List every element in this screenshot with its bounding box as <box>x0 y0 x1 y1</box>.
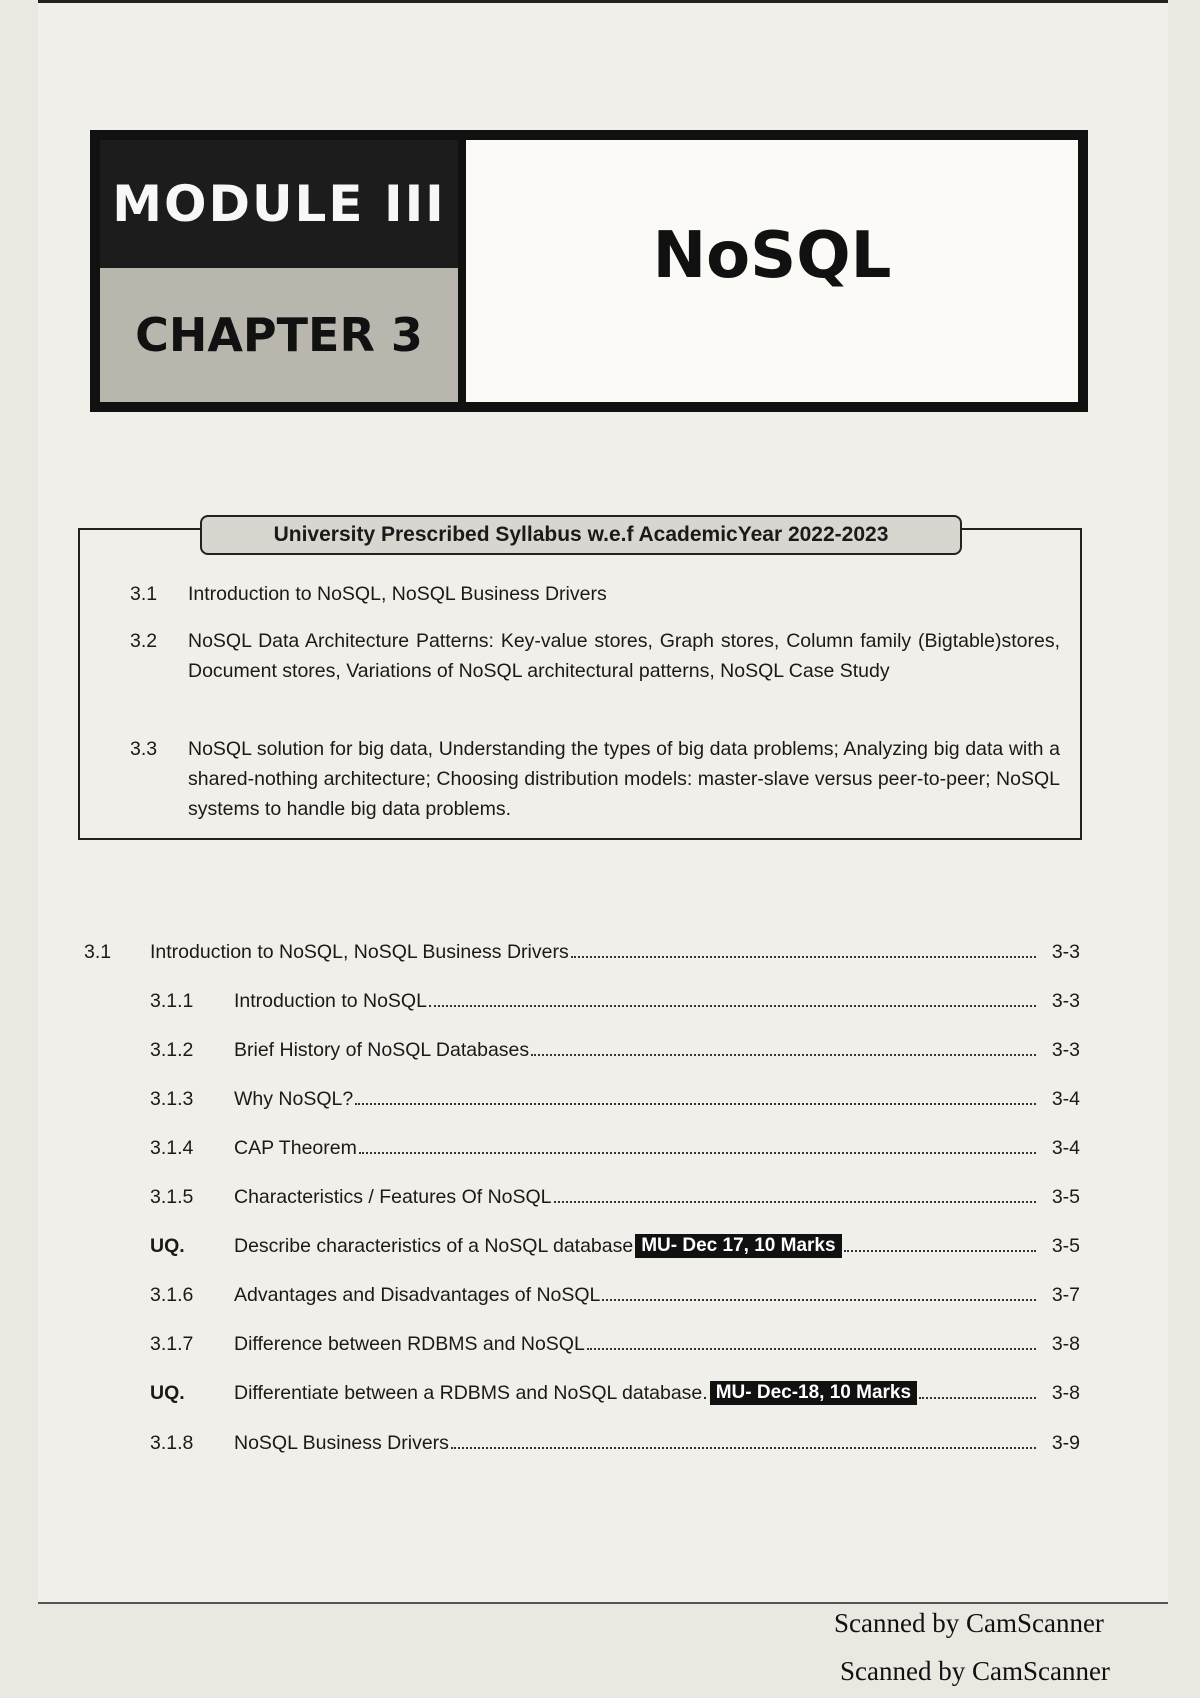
syllabus-item-text: NoSQL solution for big data, Understanding the types of big data problems; Analyzing big data with a shared-nothing architecture; Choosing distribution models: master-slave versus peer-to-peer; NoSQL systems to handle big data problems. <box>188 738 1060 820</box>
module-label: MODULE III <box>100 140 458 268</box>
toc-row[interactable] <box>84 1231 1080 1261</box>
toc-title: Why NoSQL? <box>234 1087 354 1110</box>
syllabus-heading: University Prescribed Syllabus w.e.f AcademicYear 2022-2023 <box>200 515 962 555</box>
toc-row[interactable] <box>84 937 1080 967</box>
toc-row[interactable] <box>84 1378 1080 1408</box>
chapter-banner <box>90 130 1088 412</box>
syllabus-item-number: 3.3 <box>130 738 158 760</box>
toc-row[interactable] <box>84 986 1080 1016</box>
toc-title: Introduction to NoSQL <box>234 989 427 1012</box>
toc-title: Introduction to NoSQL, NoSQL Business Drivers <box>150 940 569 963</box>
toc-leader <box>531 1054 1036 1056</box>
toc-row[interactable] <box>84 1280 1080 1310</box>
toc-leader <box>919 1397 1036 1399</box>
chapter-title: NoSQL <box>652 219 892 293</box>
toc-page-number: 3-3 <box>1051 989 1080 1012</box>
toc-page-number: 3-5 <box>1051 1185 1080 1208</box>
toc-page-number: 3-7 <box>1051 1283 1080 1306</box>
toc-row[interactable] <box>84 1084 1080 1114</box>
toc-row[interactable] <box>84 1329 1080 1359</box>
toc-number: 3.1.2 <box>150 1038 194 1061</box>
toc-leader <box>602 1299 1036 1301</box>
toc-leader <box>587 1348 1036 1350</box>
toc-page-number: 3-9 <box>1051 1431 1080 1454</box>
scanner-watermark: Scanned by CamScanner <box>840 1656 1110 1686</box>
toc-leader <box>359 1152 1036 1154</box>
toc-row[interactable] <box>84 1182 1080 1212</box>
toc-number: 3.1.4 <box>150 1136 194 1159</box>
toc-page-number: 3-4 <box>1051 1136 1080 1159</box>
toc-number: 3.1 <box>84 940 112 963</box>
toc-page-number: 3-8 <box>1051 1381 1080 1404</box>
toc-leader <box>571 956 1036 958</box>
toc-leader <box>844 1250 1036 1252</box>
syllabus-item-number: 3.1 <box>130 583 158 605</box>
toc-page-number: 3-3 <box>1051 940 1080 963</box>
toc-leader <box>429 1005 1036 1007</box>
toc-row[interactable] <box>84 1133 1080 1163</box>
toc-leader <box>451 1447 1036 1449</box>
exam-badge: MU- Dec 17, 10 Marks <box>635 1234 841 1258</box>
syllabus-item-text: Introduction to NoSQL, NoSQL Business Drivers <box>188 583 607 605</box>
toc-title: Differentiate between a RDBMS and NoSQL database. <box>234 1381 708 1404</box>
toc-number: UQ. <box>150 1381 185 1404</box>
toc-number: 3.1.8 <box>150 1431 194 1454</box>
scanner-watermark: Scanned by CamScanner <box>834 1608 1104 1638</box>
exam-badge: MU- Dec-18, 10 Marks <box>710 1381 917 1405</box>
toc-number: 3.1.1 <box>150 989 194 1012</box>
toc-page-number: 3-3 <box>1051 1038 1080 1061</box>
page-edge <box>38 1602 1168 1604</box>
toc-title: NoSQL Business Drivers <box>234 1431 449 1454</box>
toc-number: 3.1.7 <box>150 1332 194 1355</box>
toc-number: UQ. <box>150 1234 185 1257</box>
syllabus-item <box>130 579 1060 609</box>
syllabus-item-number: 3.2 <box>130 630 158 652</box>
syllabus-item-text: NoSQL Data Architecture Patterns: Key-value stores, Graph stores, Column family (Bigtable)stores, Document stores, Variations of NoSQL architectural patterns, NoSQL Case Study <box>188 630 1060 682</box>
banner-divider <box>458 140 466 402</box>
toc-title: Describe characteristics of a NoSQL database <box>234 1234 634 1257</box>
toc-title: Brief History of NoSQL Databases <box>234 1038 530 1061</box>
toc-page-number: 3-8 <box>1051 1332 1080 1355</box>
toc-title: Characteristics / Features Of NoSQL <box>234 1185 552 1208</box>
toc-title: Advantages and Disadvantages of NoSQL <box>234 1283 601 1306</box>
toc-number: 3.1.5 <box>150 1185 194 1208</box>
toc-title: CAP Theorem <box>234 1136 357 1159</box>
chapter-label: CHAPTER 3 <box>100 268 458 402</box>
toc-row[interactable] <box>84 1428 1080 1458</box>
toc-leader <box>355 1103 1036 1105</box>
toc-number: 3.1.6 <box>150 1283 194 1306</box>
toc-row[interactable] <box>84 1035 1080 1065</box>
toc-page-number: 3-5 <box>1051 1234 1080 1257</box>
syllabus-item <box>130 734 1060 824</box>
syllabus-item <box>130 626 1060 686</box>
toc-page-number: 3-4 <box>1051 1087 1080 1110</box>
toc-number: 3.1.3 <box>150 1087 194 1110</box>
toc-leader <box>554 1201 1036 1203</box>
toc-title: Difference between RDBMS and NoSQL <box>234 1332 585 1355</box>
